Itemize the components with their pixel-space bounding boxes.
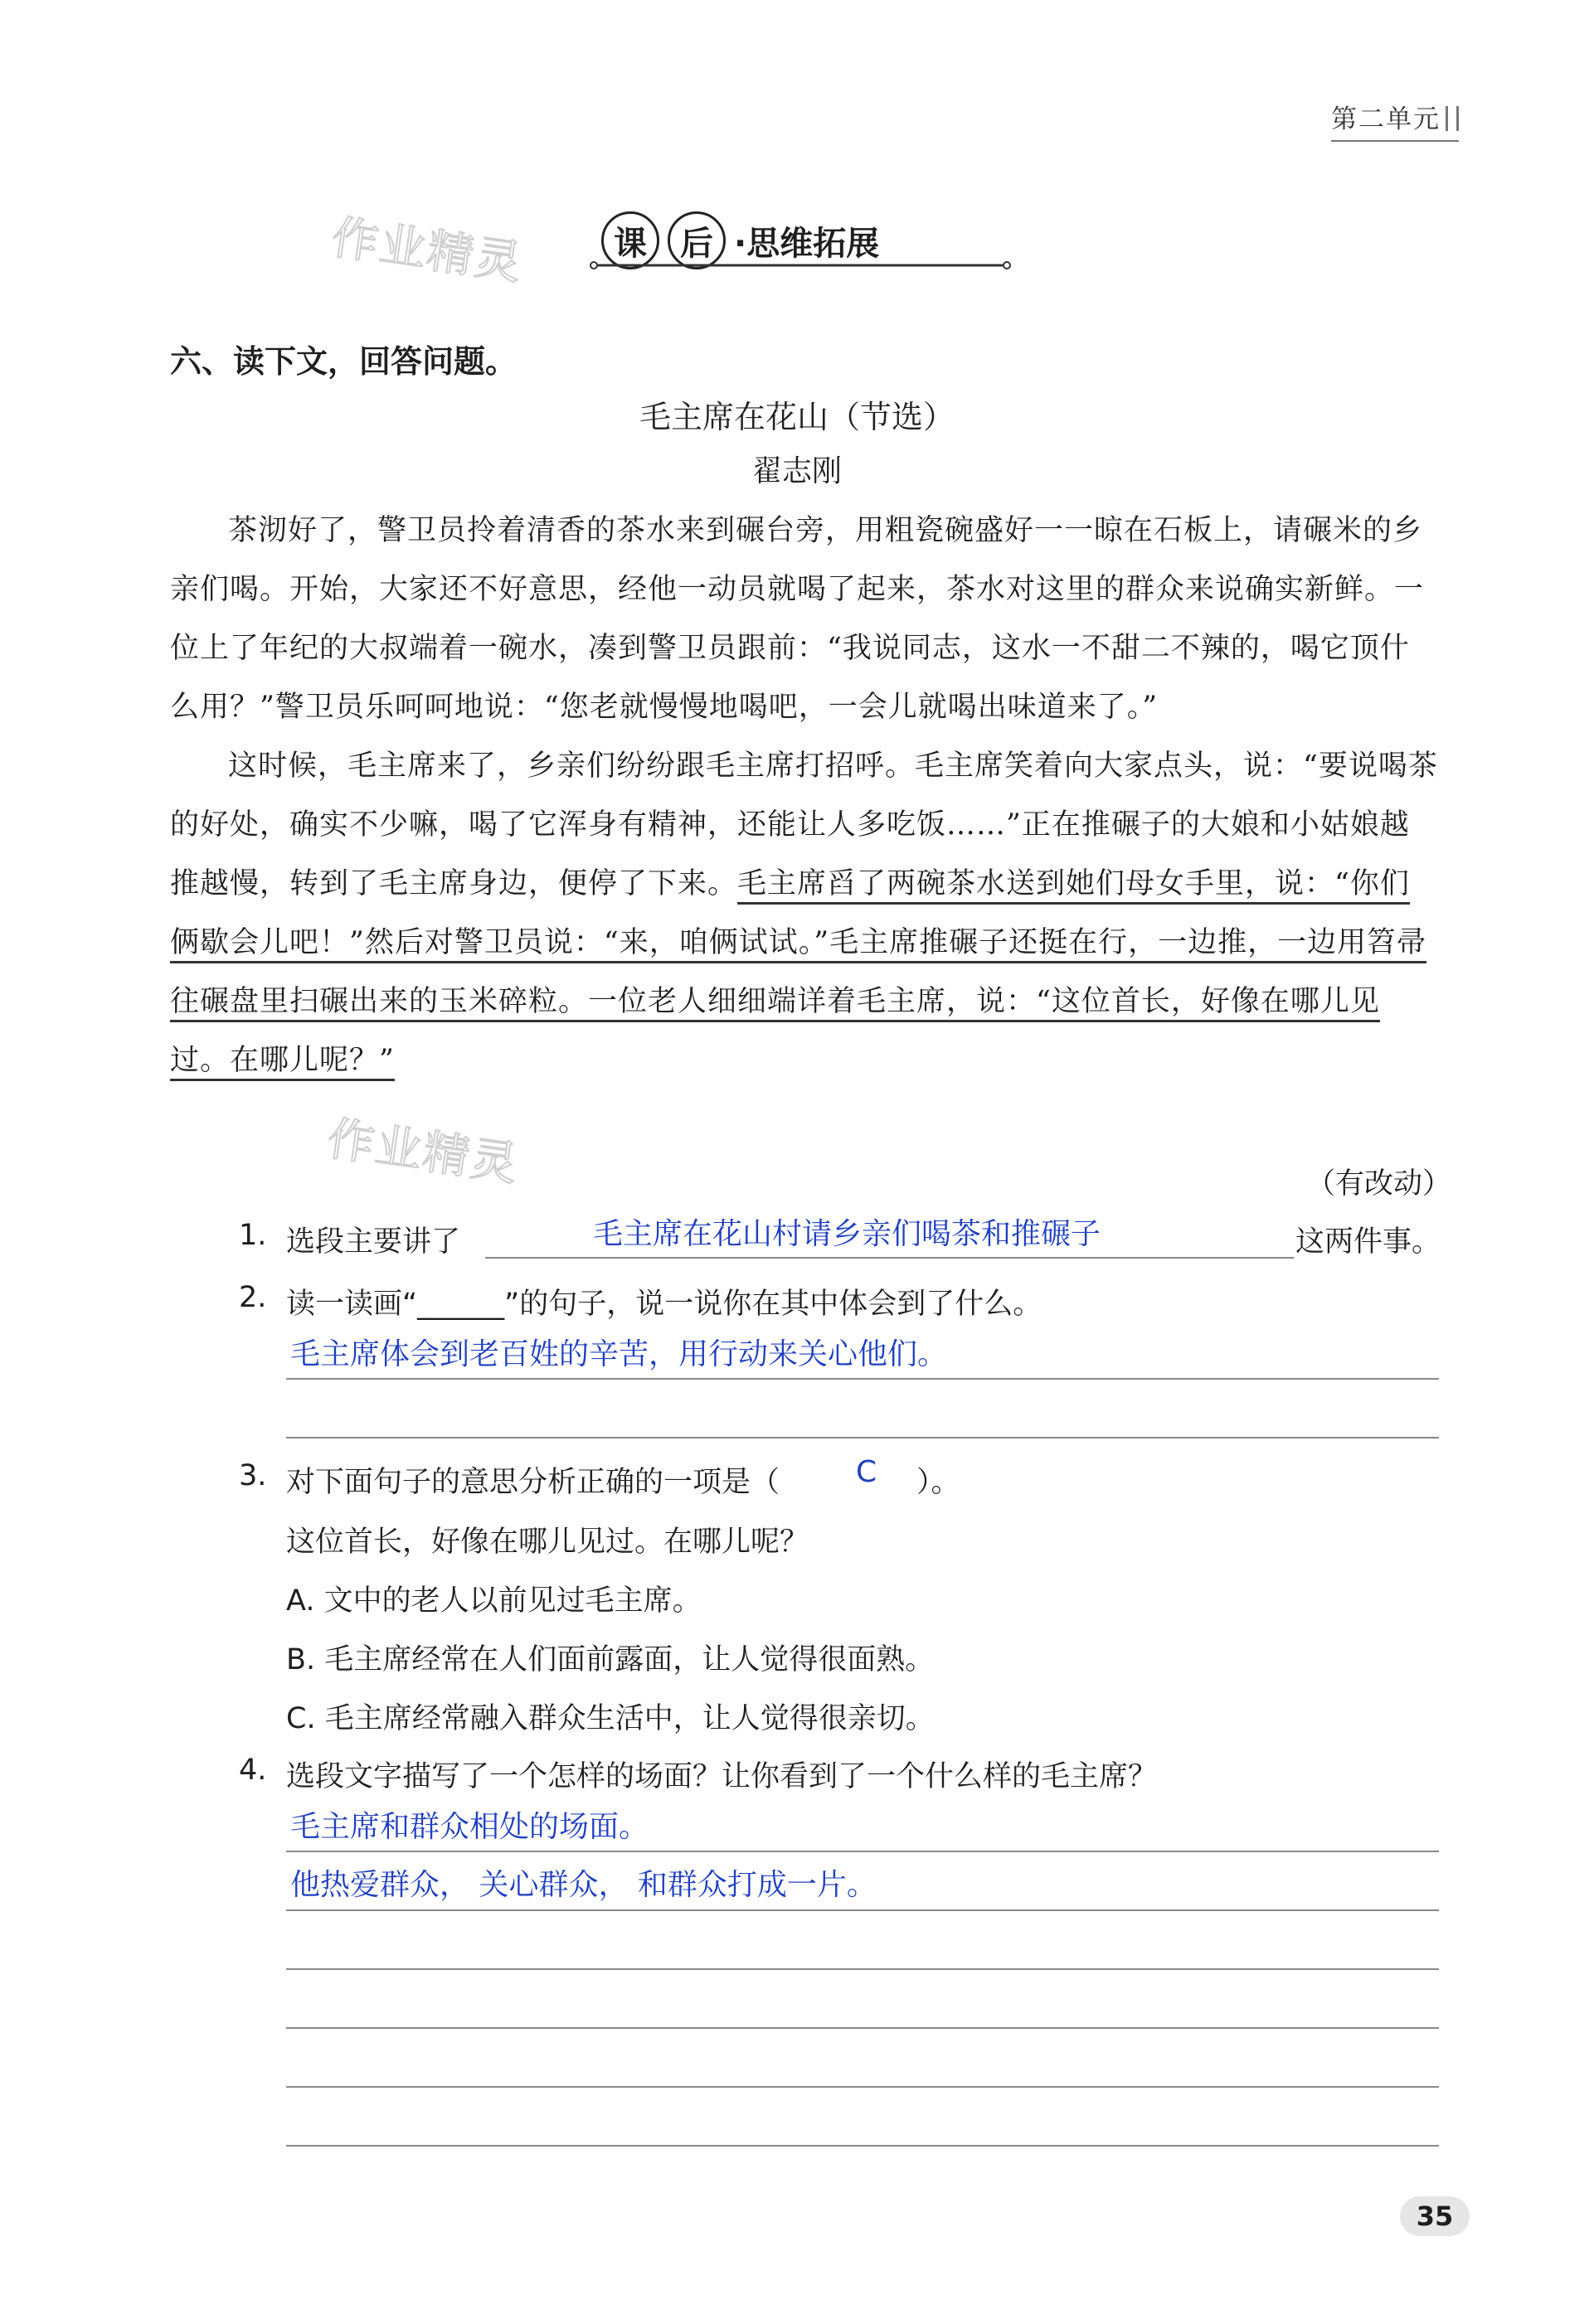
q3-sentence: 这位首长，好像在哪儿见过。在哪儿呢？ [286,1526,809,1559]
title-text: ·思维拓展 [734,224,880,263]
answer-line [286,2027,1439,2029]
unit-tag [1331,98,1459,142]
q1-answer-line [485,1257,1294,1259]
q3-option-a: A. 文中的老人以前见过毛主席。 [286,1584,702,1618]
title-circle: 课 [601,211,659,269]
answer-line [286,1378,1439,1380]
unit-label: 第二单元 [1331,104,1441,134]
passage-body [170,502,1439,1090]
page-number: 35 [1400,2196,1470,2236]
q3-suffix: ）。 [916,1466,960,1499]
q2-answer: 毛主席体会到老百姓的辛苦，用行动来关心他们。 [290,1337,948,1371]
q3-prefix: 对下面句子的意思分析正确的一项是（ [286,1466,780,1499]
q3-option-b: B. 毛主席经常在人们面前露面，让人觉得很面熟。 [286,1643,935,1676]
paragraph-2-text: 这时候，毛主席来了，乡亲们纷纷跟毛主席打招呼。毛主席笑着向大家点头，说：“要说喝茶的好处，确实不少嘛，喝了它浑身有精神，还能让人多吃饭……”正在推碾子的大娘和小姑娘越推越慢，转到了毛主席身边，便停了下来。 [170,750,1438,900]
watermark: 作业精灵 [323,1112,522,1192]
q4-answer-2: 他热爱群众， 关心群众， 和群众打成一片。 [290,1868,877,1902]
q2-text: 读一读画“______”的句子，说一说你在其中体会到了什么。 [286,1288,1042,1321]
q3-answer: C [856,1455,877,1489]
answer-line [286,1437,1439,1439]
q4-text: 选段文字描写了一个怎样的场面？让你看到了一个什么样的毛主席？ [286,1760,1158,1793]
watermark: 作业精灵 [328,211,527,291]
passage-paragraph-1: 茶沏好了，警卫员拎着清香的茶水来到碾台旁，用粗瓷碗盛好一一晾在石板上，请碾米的乡亲们喝。开始，大家还不好意思，经他一动员就喝了起来，茶水对这里的群众来说确实新鲜。一位上了年纪的大叔端着一碗水，凑到警卫员跟前：“我说同志，这水一不甜二不辣的，喝它顶什么用？”警卫员乐呵呵地说：“您老就慢慢地喝吧，一会儿就喝出味道来了。” [170,514,1425,724]
passage-note: （有改动） [1305,1167,1451,1201]
q2-number: 2. [239,1281,267,1314]
unit-bars-icon [1446,106,1459,131]
question-heading: 六、读下文，回答问题。 [170,343,518,380]
q1-number: 1. [239,1219,267,1252]
answer-line [286,2086,1439,2088]
passage-paragraph-2 [170,737,1439,1090]
q1-suffix: 这两件事。 [1295,1225,1441,1259]
answer-line [286,2145,1439,2147]
q3-number: 3. [239,1459,267,1492]
q4-number: 4. [239,1754,267,1787]
q3-option-c: C. 毛主席经常融入群众生活中，让人觉得很亲切。 [286,1702,935,1735]
answer-line [286,1909,1439,1911]
passage-author: 翟志刚 [751,454,842,488]
q4-answer-1: 毛主席和群众相处的场面。 [290,1810,649,1844]
q1-answer: 毛主席在花山村请乡亲们喝茶和推碾子 [593,1217,1101,1251]
answer-line [286,1851,1439,1852]
passage-title: 毛主席在花山（节选） [639,399,955,435]
banner-line-icon [589,260,1012,271]
answer-line [286,1968,1439,1970]
title-circle: 后 [668,211,726,269]
q1-prefix: 选段主要讲了 [286,1225,461,1259]
underlined-sentence: 毛主席舀了两碗茶水送到她们母女手里，说：“你们俩歇会儿吧！”然后对警卫员说：“来，咱俩试试。”毛主席推碾子还挺在行，一边推，一边用笤帚往碾盘里扫碾出来的玉米碎粒。一位老人细细端详着毛主席，说：“这位首长，好像在哪儿见过。在哪儿呢？” [170,867,1426,1081]
